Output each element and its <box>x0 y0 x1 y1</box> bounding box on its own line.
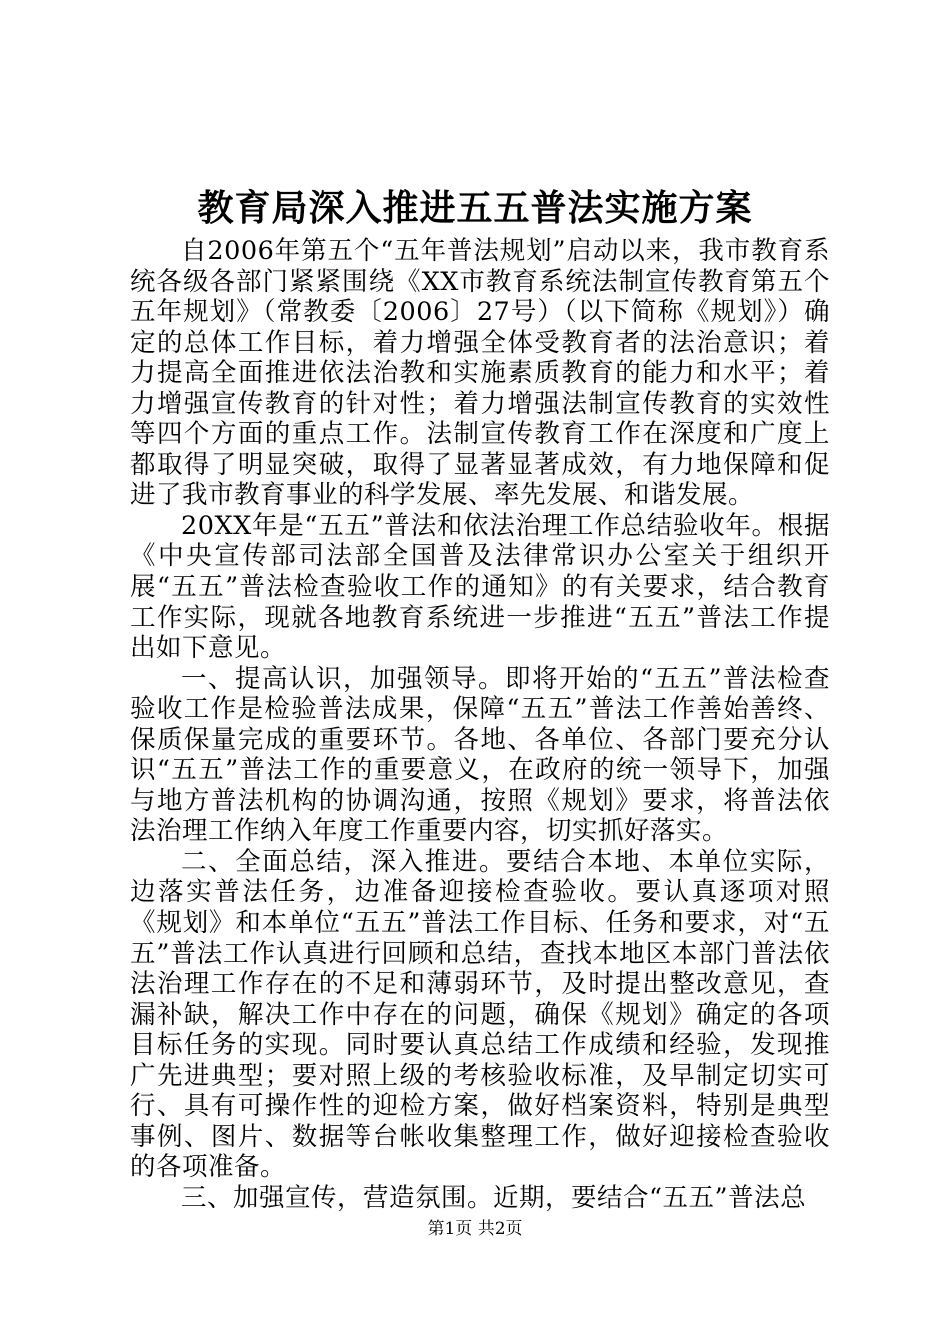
paragraph-section-2: 二、全面总结，深入推进。要结合本地、本单位实际，边落实普法任务，边准备迎接检查验收。要认真逐项对照《规划》和本单位“五五”普法工作目标、任务和要求，对“五五”普法工作认真进行回顾和总结，查找本地区本部门普法依法治理工作存在的不足和薄弱环节，及时提出整改意见，查漏补缺，解决工作中存在的问题，确保《规划》确定的各项目标任务的实现。同时要认真总结工作成绩和经验，发现推广先进典型；要对照上级的考核验收标准，及早制定切实可行、具有可操作性的迎检方案，做好档案资料，特别是典型事例、图片、数据等台帐收集整理工作，做好迎接检查验收的各项准备。 <box>130 846 830 1183</box>
document-body <box>130 236 830 1214</box>
paragraph-section-3: 三、加强宣传，营造氛围。近期，要结合“五五”普法总 <box>181 1182 807 1213</box>
paragraph-intro: 自2006年第五个“五年普法规划”启动以来，我市教育系统各级各部门紧紧围绕《XX市教育系统法制宣传教育第五个五年规划》（常教委〔2006〕27号）（以下简称《规划》）确定的总体工作目标，着力增强全体受教育者的法治意识；着力提高全面推进依法治教和实施素质教育的能力和水平；着力增强宣传教育的针对性；着力增强法制宣传教育的实效性等四个方面的重点工作。法制宣传教育工作在深度和广度上都取得了明显突破，取得了显著显著成效，有力地保障和促进了我市教育事业的科学发展、率先发展、和谐发展。 <box>130 236 830 511</box>
paragraph-section-1: 一、提高认识，加强领导。即将开始的“五五”普法检查验收工作是检验普法成果，保障“五五”普法工作善始善终、保质保量完成的重要环节。各地、各单位、各部门要充分认识“五五”普法工作的重要意义，在政府的统一领导下，加强与地方普法机构的协调沟通，按照《规划》要求，将普法依法治理工作纳入年度工作重要内容，切实抓好落实。 <box>130 663 830 847</box>
document-title: 教育局深入推进五五普法实施方案 <box>197 187 753 229</box>
paragraph-background: 20XX年是“五五”普法和依法治理工作总结验收年。根据《中央宣传部司法部全国普及法律常识办公室关于组织开展“五五”普法检查验收工作的通知》的有关要求，结合教育工作实际，现就各地教育系统进一步推进“五五”普法工作提出如下意见。 <box>130 510 830 664</box>
page-number-footer: 第1页 共2页 <box>427 1219 523 1239</box>
